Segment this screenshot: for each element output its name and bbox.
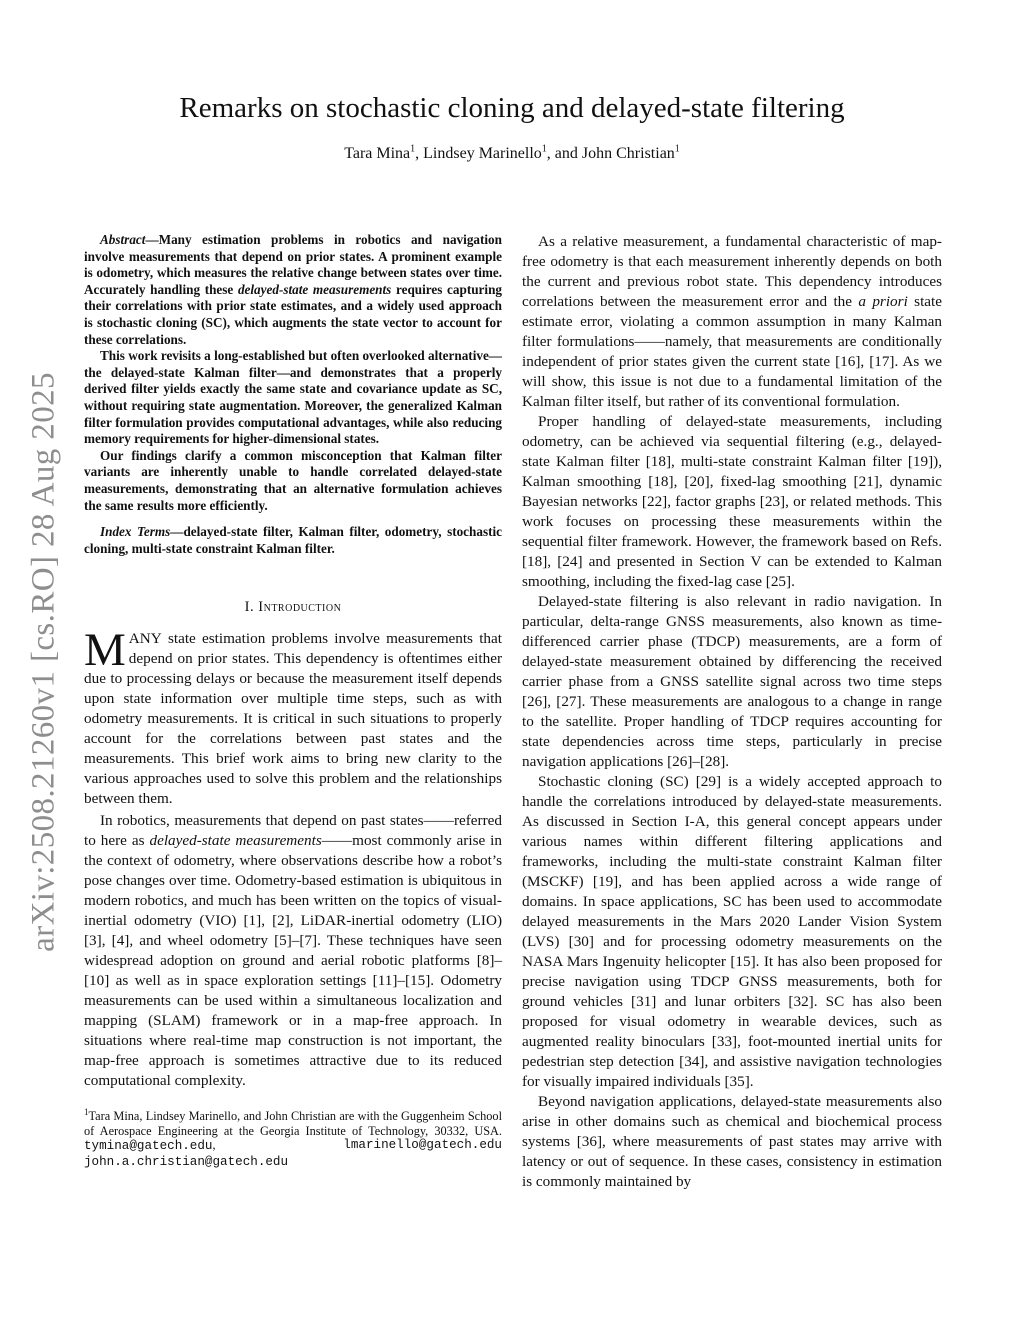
email[interactable]: lmarinello@gatech.edu: [343, 1138, 502, 1153]
arxiv-identifier: arXiv:2508.21260v1 [cs.RO] 28 Aug 2025: [25, 372, 62, 952]
paragraph-text: state estimate error, violating a common assumption in many Kalman filter formulations——namely, that measurements are conditionally independent of prior states given the current state [16], [17]. As we will show, this issue is not due to a fundamental limitation of the Kalman filter itself, but rather of its conventional formulation.: [522, 293, 942, 410]
paragraph-text: As a relative measurement, a fundamental characteristic of map-free odometry is that each measurement inherently depends on both the current and previous robot state. This dependency introduces correlations between the measurement error and the: [522, 233, 942, 310]
left-column: [84, 232, 502, 1170]
email[interactable]: john.a.christian@gatech.edu: [84, 1155, 289, 1170]
body-paragraph: [522, 232, 942, 412]
paragraph-text: In robotics, measurements that depend on past states——referred to here as: [84, 812, 502, 850]
index-terms: Index Terms—delayed-state filter, Kalman filter, odometry, stochastic cloning, multi-state constraint Kalman filter.: [84, 524, 503, 556]
section-heading: [84, 597, 502, 617]
abstract-label: Abstract: [100, 232, 146, 247]
author-separator: , and: [546, 145, 582, 162]
abstract-emphasis: delayed-state measurements: [237, 281, 392, 297]
emphasis-text: a priori: [858, 293, 908, 310]
footnote-text: Tara Mina, Lindsey Marinello, and John Christian are with the Guggenheim School of Aerospace Engineering at the Georgia Institute of Technology, 30332, USA.: [84, 1109, 502, 1138]
author-separator: ,: [415, 145, 424, 162]
author-name: John Christian: [581, 145, 675, 162]
intro-paragraph: [84, 811, 502, 1091]
emphasis-text: delayed-state measurements: [149, 832, 322, 850]
abstract-paragraph: This work revisits a long-established but often overlooked alternative—the delayed-state Kalman filter—and demonstrates that a properly derived filter yields exactly the same state and covariance update as SC, without requiring state augmentation. Moreover, the generalized Kalman filter formulation provides computational advantages, while also reducing memory requirements for higher-dimensional states.: [84, 348, 502, 447]
first-word: ANY: [128, 630, 162, 648]
email[interactable]: tymina@gatech.edu: [84, 1139, 213, 1154]
section-title: Introduction: [258, 599, 342, 616]
body-paragraph: Delayed-state filtering is also relevant in radio navigation. In particular, delta-range GNSS measurements, also known as time-differenced carrier phase (TDCP) measurements, are a form of delayed-state measurement obtained by differencing the received carrier phase from a GNSS satellite signal across two time steps [26], [27]. These measurements are analogous to a change in range to the satellite. Proper handling of TDCP requires accounting for state dependencies across time steps, particularly in precise navigation applications [26]–[28].: [522, 593, 942, 770]
footnote-mark: 1: [84, 1107, 89, 1118]
author-name: Tara Mina: [344, 145, 411, 162]
abstract-text: Many estimation problems in robotics and navigation involve measurements that depend on prior states. A prominent example is odometry, which measures the relative change between states over time. Accurately handling these: [84, 232, 502, 297]
author-name: Lindsey Marinello: [423, 145, 542, 162]
right-column: [522, 232, 942, 1192]
drop-cap: M: [84, 624, 126, 677]
index-terms-text: delayed-state filter, Kalman filter, odometry, stochastic cloning, multi-state constraint Kalman filter.: [84, 524, 503, 556]
abstract-text: requires capturing their correlations with prior state estimates, and a widely used approach is stochastic cloning (SC), which augments the state vector to account for these correlations.: [84, 281, 502, 347]
intro-paragraph: [84, 624, 502, 809]
affiliation-mark: 1: [674, 143, 680, 155]
abstract-paragraph: Our findings clarify a common misconception that Kalman filter variants are inherently unable to handle correlated delayed-state measurements, demonstrating that an alternative formulation achieves the same results more efficiently.: [84, 447, 502, 513]
abstract-paragraph: Abstract—Many estimation problems in robotics and navigation involve measurements that depend on prior states. A prominent example is odometry, which measures the relative change between states over time. Accurately handling these delayed-state measurements requires capturing their correlations with prior state estimates, and a widely used approach is stochastic cloning (SC), which augments the state vector to account for these correlations.: [84, 232, 502, 347]
section-number: I.: [244, 599, 255, 616]
affiliation-mark: 1: [410, 143, 416, 155]
paragraph-text: ——most commonly arise in the context of odometry, where observations describe how a robot’s pose changes over time. Odometry-based estimation is ubiquitous in modern robotics, and much has been written on the topics of visual-inertial odometry (VIO) [1], [2], LiDAR-inertial odometry (LIO) [3], [4], and wheel odometry [5]–[7]. These techniques have seen widespread adoption on ground and aerial robotic platforms [8]–[10] as well as in space exploration settings [11]–[15]. Odometry measurements can be used within a simultaneous localization and mapping (SLAM) framework or in a map-free approach. In situations where real-time map construction is not important, the map-free approach is sometimes attractive due to its reduced computational complexity.: [84, 832, 502, 1090]
body-paragraph: Stochastic cloning (SC) [29] is a widely accepted approach to handle the correlations introduced by delayed-state measurements. As discussed in Section I-A, this general concept appears under various names within different filtering applications and frameworks, including the multi-state constraint Kalman filter (MSCKF) [19], and has been applied across a wide range of domains. In space applications, SC has been used to accommodate delayed measurements in the Mars 2020 Lander Vision System (LVS) [30] and for processing odometry measurements on the NASA Mars Ingenuity helicopter [15]. It has also been proposed for precise navigation using TDCP GNSS measurements, both for ground vehicles [31] and lunar orbiters [32]. SC has also been proposed for visual odometry in wearable devices, such as augmented reality binoculars [33], foot-mounted inertial units for pedestrian step detection [34], and assistive navigation technologies for visually impaired individuals [35].: [522, 773, 942, 1090]
body-paragraph: Beyond navigation applications, delayed-state measurements also arise in other domains such as chemical and biochemical process systems [36], where measurements of past states may arrive with latency or out of sequence. In these cases, consistency in estimation is commonly maintained by: [522, 1093, 942, 1190]
paper-title: Remarks on stochastic cloning and delayed-state filtering: [179, 92, 845, 124]
body-paragraph: Proper handling of delayed-state measurements, including odometry, can be achieved via sequential filtering (e.g., delayed-state Kalman filter [18], multi-state constraint Kalman filter [19]), Kalman smoothing [18], [20], fixed-lag smoothing [21], dynamic Bayesian networks [22], factor graphs [23], or related methods. This work focuses on processing these measurements within the sequential filter framework. However, the framework based on Refs. [18], [24] and presented in Section V can be extended to Kalman smoothing, including the fixed-lag case [25].: [522, 413, 942, 590]
affiliation-mark: 1: [541, 143, 547, 155]
index-terms-label: Index Terms: [100, 524, 171, 540]
footnote: $^1$Tara Mina, Lindsey Marinello, and John Christian are with the Guggenheim School of Aerospace Engineering at the Georgia Institute of Technology, 30332, USA. tymina@gatech.edu, lmarinello@gatech.edu john.a.christian@gatech.edu: [84, 1107, 502, 1170]
author-list: [0, 145, 1024, 163]
paragraph-text: state estimation problems involve measurements that depend on prior states. This dependency is oftentimes either due to processing delays or because the measurement itself depends upon state information over multiple time steps, such as with odometry measurements. It is critical in such situations to properly account for the correlations between past states and the measurements. This brief work aims to bring new clarity to the various approaches used to solve this problem and the relationships between them.: [84, 630, 502, 808]
